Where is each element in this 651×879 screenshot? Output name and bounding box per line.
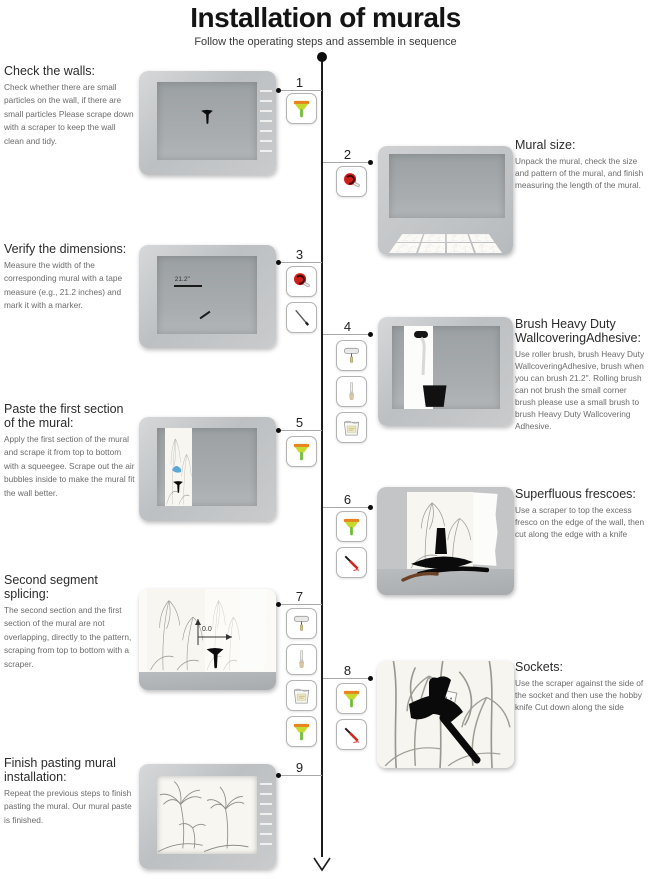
roller-brush-icon <box>286 608 317 639</box>
step-2-illustration <box>378 146 513 255</box>
squeegee-icon <box>336 683 367 714</box>
step-5-number: 5 <box>295 415 304 430</box>
step-8-body: Use the scraper against the side of the socket and then use the hobby knife Cut down along the side <box>515 678 644 713</box>
step-9-heading: Finish pasting mural installation: <box>4 756 116 784</box>
step-1-number: 1 <box>295 75 304 90</box>
knife-icon <box>336 547 367 578</box>
step-4-tool-icons <box>336 340 367 443</box>
step-5-connector <box>277 414 322 431</box>
mural-sheet <box>397 234 423 242</box>
room-illustration <box>378 146 513 255</box>
step-9-illustration <box>139 764 276 869</box>
step-1-tool-icons <box>286 93 317 124</box>
step-9-body: Repeat the previous steps to finish pasting the mural. Our mural paste is finished. <box>4 788 132 825</box>
gap-dimension <box>188 617 238 647</box>
step-1-heading: Check the walls: <box>4 64 96 78</box>
room-illustration <box>139 417 276 521</box>
step-2-number: 2 <box>343 147 352 162</box>
step-4-connector-dot <box>368 332 373 337</box>
black-squeegee-icon <box>202 646 228 672</box>
step-7-body: The second section and the first section of the mural are not overlapping, directly to the pattern, scraping from top to bottom with a scraper. <box>4 605 132 669</box>
tape-measure-icon <box>286 266 317 297</box>
scraper-and-knife <box>399 528 489 588</box>
room-wall <box>392 326 500 409</box>
foliage-pattern <box>397 234 423 242</box>
step-5-connector-dot <box>276 428 281 433</box>
room-wall <box>157 82 257 160</box>
step-7-connector <box>277 588 322 605</box>
step-3-connector-dot <box>276 260 281 265</box>
step-7-heading: Second segment splicing: <box>4 573 98 601</box>
step-8-text <box>515 660 649 713</box>
step-1-text <box>4 64 135 148</box>
room-wall <box>157 256 257 333</box>
squeegee-icon <box>336 511 367 542</box>
room-wall <box>157 428 257 506</box>
step-2-tool-icons <box>336 166 367 197</box>
step-8-illustration <box>377 661 514 768</box>
floor-mural-sheets <box>389 234 502 253</box>
step-3-number: 3 <box>295 247 304 262</box>
step-9-number: 9 <box>295 760 304 775</box>
foliage-pattern <box>422 234 445 242</box>
foliage-pattern <box>446 234 469 242</box>
step-6-number: 6 <box>343 492 352 507</box>
finished-mural-wall <box>157 776 257 855</box>
foliage-pattern <box>389 243 420 253</box>
timeline-start-dot <box>317 52 327 62</box>
step-3-heading: Verify the dimensions: <box>4 242 127 256</box>
step-2-heading: Mural size: <box>515 138 576 152</box>
step-8-heading: Sockets: <box>515 660 563 674</box>
step-6-connector <box>323 491 372 508</box>
mural-sheet <box>472 243 503 253</box>
step-3-connector <box>277 246 322 263</box>
step-3-illustration <box>139 245 276 348</box>
step-1-connector-dot <box>276 88 281 93</box>
step-5-heading: Paste the first section of the mural: <box>4 402 124 430</box>
step-2-connector <box>323 146 372 163</box>
step-7-connector-dot <box>276 602 281 607</box>
small-brush-icon <box>286 644 317 675</box>
step-1-connector <box>277 74 322 91</box>
step-6-heading: Superfluous frescoes: <box>515 487 636 501</box>
step-6-body: Use a scraper to top the excess fresco on the edge of the wall, then cut along the edge with a knife <box>515 505 645 540</box>
step-5-illustration <box>139 417 276 521</box>
step-7-text <box>4 573 135 671</box>
step-8-number: 8 <box>343 663 352 678</box>
adhesive-bucket-icon <box>336 412 367 443</box>
marker-icon <box>286 302 317 333</box>
room-wall <box>389 154 505 218</box>
mural-sheet <box>389 243 420 253</box>
foliage-pattern <box>418 243 445 253</box>
foliage-pattern <box>472 243 503 253</box>
step-9-text <box>4 756 135 827</box>
step-4-body: Use roller brush, brush Heavy Duty WallcoveringAdhesive, brush when you can brush 21.2". Rolling brush can not brush the small corner brush please use a small brush to brush Heavy Duty Wallcovering Adhesive. <box>515 349 645 432</box>
black-squeegee-icon <box>171 480 186 495</box>
step-8-tool-icons <box>336 683 367 750</box>
width-dimension-label: 21.2" <box>174 276 190 284</box>
step-2-connector-dot <box>368 160 373 165</box>
page-title: Installation of murals <box>190 2 461 33</box>
foliage-pattern <box>446 243 473 253</box>
roller-brush-icon <box>336 340 367 371</box>
page-subtitle: Follow the operating steps and assemble in sequence <box>194 36 457 48</box>
bird-motif <box>171 464 183 474</box>
step-2-text <box>515 138 649 191</box>
wall-closeup <box>377 487 514 595</box>
step-4-connector <box>323 318 372 335</box>
step-6-tool-icons <box>336 511 367 578</box>
small-brush-icon <box>336 376 367 407</box>
first-mural-section <box>165 428 192 506</box>
step-3-text <box>4 242 135 313</box>
step-6-text <box>515 487 649 540</box>
step-9-connector-dot <box>276 773 281 778</box>
step-4-heading: Brush Heavy Duty WallcoveringAdhesive: <box>515 317 641 345</box>
step-7-number: 7 <box>295 589 304 604</box>
step-5-text <box>4 402 135 500</box>
mural-sheet <box>468 234 494 242</box>
step-5-body: Apply the first section of the mural and scrape it from top to bottom with a squeegee. Scrape out the air bubbles inside to make the mural fit the wall better. <box>4 434 135 498</box>
step-2-body: Unpack the mural, check the size and pattern of the mural, and finish measuring the length of the mural. <box>515 156 644 191</box>
step-3-body: Measure the width of the corresponding mural with a tape measure (e.g., 21.2 inches) and mark it with a marker. <box>4 260 123 311</box>
step-4-illustration <box>378 317 513 426</box>
blank-roll <box>240 589 267 670</box>
paint-roller <box>411 329 433 381</box>
ladder <box>260 90 272 159</box>
wall-closeup <box>139 589 276 690</box>
step-3-tool-icons <box>286 266 317 333</box>
step-9-connector <box>277 759 322 776</box>
page-header <box>0 0 651 48</box>
knife-icon <box>336 719 367 750</box>
gap-label: 0.0 <box>202 626 212 634</box>
palm-mural-pattern <box>157 776 257 855</box>
room-illustration <box>139 764 276 869</box>
tape-measure-icon <box>336 166 367 197</box>
black-squeegee-icon <box>198 108 216 126</box>
room-illustration <box>139 71 276 175</box>
step-5-tool-icons <box>286 436 317 467</box>
step-1-illustration <box>139 71 276 175</box>
dimension-line <box>174 285 202 287</box>
foliage-pattern <box>468 234 494 242</box>
room-illustration <box>139 245 276 348</box>
squeegee-icon <box>286 93 317 124</box>
step-7-tool-icons <box>286 608 317 747</box>
scraper-and-knife <box>385 672 495 764</box>
room-illustration <box>378 317 513 426</box>
step-6-illustration <box>377 487 514 595</box>
mural-sheet <box>422 234 445 242</box>
step-6-connector-dot <box>368 505 373 510</box>
step-8-connector-dot <box>368 676 373 681</box>
wall-closeup <box>377 661 514 768</box>
squeegee-icon <box>286 716 317 747</box>
squeegee-icon <box>286 436 317 467</box>
mural-sheet <box>446 243 473 253</box>
step-1-body: Check whether there are small particles on the wall, if there are small particles Please scrape down with a scraper to keep the wall clean and tidy. <box>4 82 134 146</box>
step-4-text <box>515 317 649 432</box>
step-7-illustration <box>139 589 276 690</box>
step-4-number: 4 <box>343 319 352 334</box>
step-8-connector <box>323 662 372 679</box>
marker-tick <box>199 310 210 319</box>
adhesive-bucket-icon <box>286 680 317 711</box>
ladder <box>260 783 272 852</box>
timeline-line <box>321 57 323 857</box>
timeline-arrow-icon <box>312 855 332 873</box>
mural-sheet <box>446 234 469 242</box>
mural-sheet <box>418 243 445 253</box>
